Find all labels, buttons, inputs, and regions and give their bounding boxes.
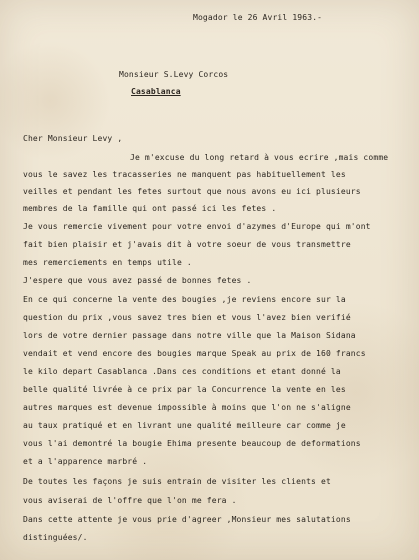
dateline: Mogador le 26 Avril 1963.- [193, 13, 323, 22]
body-line: vous le savez les tracasseries ne manquent pas habituellement les [23, 170, 346, 179]
body-line: le kilo depart Casablanca .Dans ces conditions et etant donné la [23, 367, 341, 376]
body-line: Je vous remercie vivement pour votre envoi d'azymes d'Europe qui m'ont [23, 222, 371, 231]
body-line: au taux pratiqué et en livrant une qualité meilleure car comme je [23, 421, 346, 430]
body-line: lors de votre dernier passage dans notre ville que la Maison Sidana [23, 331, 356, 340]
body-line: autres marques est devenue impossible à moins que l'on ne s'aligne [23, 403, 351, 412]
recipient-name: Monsieur S.Levy Corcos [119, 70, 229, 79]
body-line: J'espere que vous avez passé de bonnes fetes . [23, 276, 252, 285]
body-line: belle qualité livrée à ce prix par la Concurrence la vente en les [23, 385, 346, 394]
body-line: De toutes les façons je suis entrain de visiter les clients et [23, 477, 331, 486]
body-line: distinguées/. [23, 533, 88, 542]
body-line: En ce qui concerne la vente des bougies ,je reviens encore sur la [23, 295, 346, 304]
body-line: fait bien plaisir et j'avais dit à votre soeur de vous transmettre [23, 240, 351, 249]
body-line: vous l'ai demontré la bougie Ehima presente beaucoup de deformations [23, 439, 361, 448]
body-line: veilles et pendant les fetes surtout que nous avons eu ici plusieurs [23, 187, 361, 196]
body-line: mes remerciements en temps utile . [23, 258, 192, 267]
recipient-city: Casablanca [131, 87, 181, 96]
body-line: Je m'excuse du long retard à vous ecrire ,mais comme [130, 153, 389, 162]
body-line: Dans cette attente je vous prie d'agreer ,Monsieur mes salutations [23, 515, 351, 524]
body-line: vous aviserai de l'offre que l'on me fera . [23, 496, 237, 505]
body-line: vendait et vend encore des bougies marque Speak au prix de 160 francs [23, 349, 366, 358]
body-line: question du prix ,vous savez tres bien et vous l'avez bien verifié [23, 313, 351, 322]
body-line: et a l'apparence marbré . [23, 457, 148, 466]
body-line: membres de la famille qui ont passé ici les fetes . [23, 204, 277, 213]
salutation: Cher Monsieur Levy , [23, 134, 123, 143]
